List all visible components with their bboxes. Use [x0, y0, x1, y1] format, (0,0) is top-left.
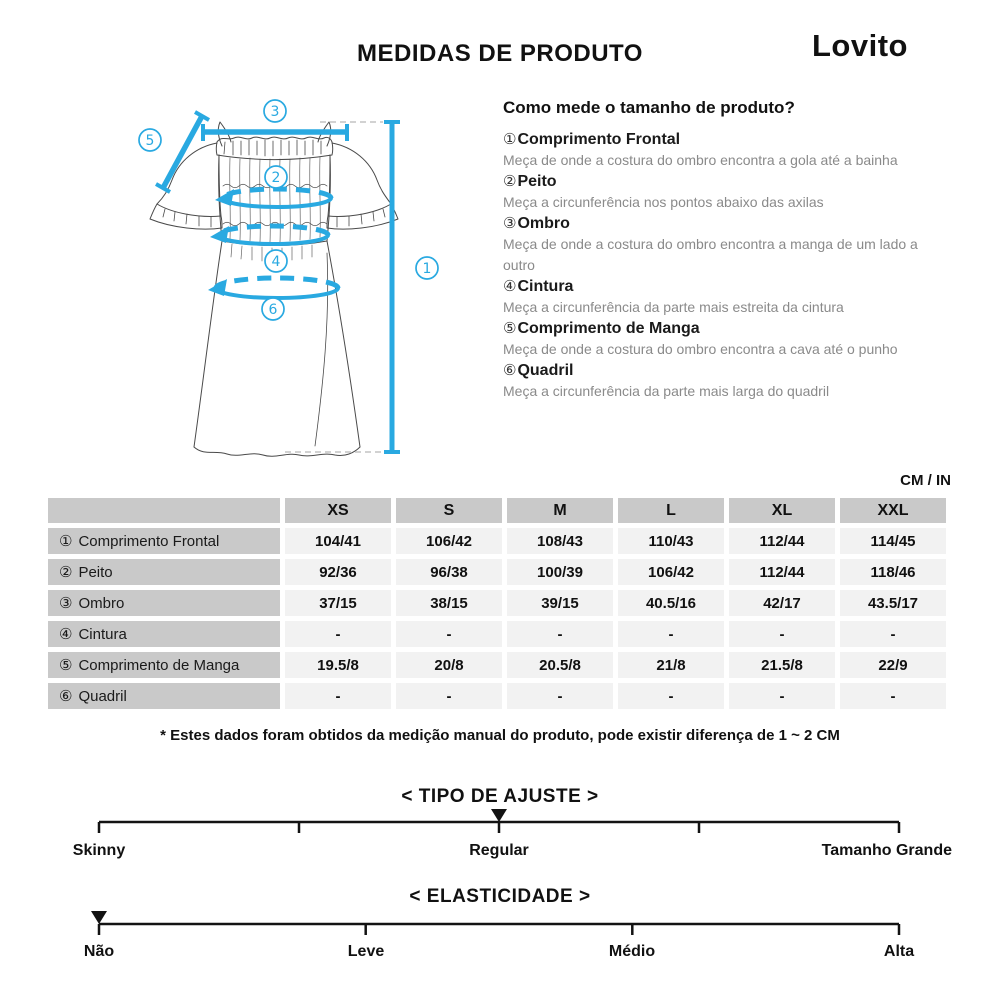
size-value-cell: 22/9 — [840, 652, 946, 678]
size-value-cell: - — [840, 621, 946, 647]
instruction-title: ①Comprimento Frontal — [503, 131, 681, 148]
instruction-title: ③Ombro — [503, 215, 570, 232]
callout-4-icon — [265, 250, 287, 272]
measure-ellipse-hip — [208, 278, 338, 298]
size-col-header: XL — [729, 498, 835, 523]
size-value-cell: 42/17 — [729, 590, 835, 616]
size-value-cell: 118/46 — [840, 559, 946, 585]
circled-number: ④ — [59, 626, 73, 643]
circled-number: ⑥ — [503, 362, 517, 379]
size-value-cell: 96/38 — [396, 559, 502, 585]
size-value-cell: - — [507, 621, 613, 647]
instruction-description: Meça de onde a costura do ombro encontra a cava até o punho — [503, 341, 898, 357]
size-table — [43, 493, 951, 714]
size-value-cell: - — [396, 683, 502, 709]
size-value-cell: 112/44 — [729, 559, 835, 585]
size-value-cell: - — [618, 621, 724, 647]
table-corner-cell — [48, 498, 280, 523]
fit-type-scale — [0, 804, 1000, 838]
size-value-cell: 110/43 — [618, 528, 724, 554]
instruction-item — [503, 129, 933, 171]
table-row — [48, 652, 946, 678]
elasticity-marker — [91, 911, 107, 924]
instruction-item — [503, 171, 933, 213]
callout-3-icon — [264, 100, 286, 122]
callout-2-icon — [265, 166, 287, 188]
size-value-cell: - — [507, 683, 613, 709]
instruction-description: Meça a circunferência nos pontos abaixo das axilas — [503, 194, 824, 210]
fit-label-skinny: Skinny — [72, 842, 126, 859]
size-value-cell: 108/43 — [507, 528, 613, 554]
size-value-cell: - — [729, 683, 835, 709]
fit-label-regular: Regular — [469, 842, 529, 859]
fit-label-tamanho-grande: Tamanho Grande — [821, 842, 952, 859]
instructions-heading: Como mede o tamanho de produto? — [503, 98, 795, 117]
instruction-item — [503, 360, 933, 402]
size-value-cell: 21.5/8 — [729, 652, 835, 678]
circled-number: ⑤ — [503, 320, 517, 337]
callout-6-icon — [262, 298, 284, 320]
size-value-cell: - — [618, 683, 724, 709]
measure-line-front-length — [384, 122, 400, 452]
instruction-item — [503, 213, 933, 276]
size-col-header: XS — [285, 498, 391, 523]
size-col-header: L — [618, 498, 724, 523]
elasticity-label-alta: Alta — [883, 943, 915, 960]
measuring-instructions — [503, 98, 933, 402]
instruction-item — [503, 276, 933, 318]
instruction-description: Meça a circunferência da parte mais estreita da cintura — [503, 299, 844, 315]
instruction-title: ⑥Quadril — [503, 362, 574, 379]
instruction-title: ⑤Comprimento de Manga — [503, 320, 700, 337]
row-label: ① Comprimento Frontal — [48, 528, 280, 554]
callout-1-icon — [416, 257, 438, 279]
circled-number: ③ — [503, 215, 517, 232]
row-label: ④ Cintura — [48, 621, 280, 647]
measure-ellipse-chest — [215, 189, 331, 207]
circled-number: ② — [503, 173, 517, 190]
row-label: ③ Ombro — [48, 590, 280, 616]
size-value-cell: 20/8 — [396, 652, 502, 678]
elasticity-scale — [0, 906, 1000, 940]
svg-text:4: 4 — [271, 254, 281, 270]
elasticity-label-nao: Não — [83, 943, 115, 960]
svg-text:6: 6 — [268, 302, 278, 318]
size-value-cell: 40.5/16 — [618, 590, 724, 616]
dress-measurement-diagram — [80, 85, 500, 475]
instruction-title: ④Cintura — [503, 278, 574, 295]
instruction-description: Meça de onde a costura do ombro encontra a gola até a bainha — [503, 152, 898, 168]
size-col-header: XXL — [840, 498, 946, 523]
circled-number: ② — [59, 564, 73, 581]
size-value-cell: 106/42 — [396, 528, 502, 554]
row-label: ⑥ Quadril — [48, 683, 280, 709]
table-row — [48, 559, 946, 585]
size-value-cell: - — [729, 621, 835, 647]
svg-text:5: 5 — [145, 133, 155, 149]
circled-number: ③ — [59, 595, 73, 612]
table-row — [48, 621, 946, 647]
size-value-cell: - — [285, 621, 391, 647]
size-value-cell: 19.5/8 — [285, 652, 391, 678]
measurement-note: * Estes dados foram obtidos da medição manual do produto, pode existir diferença de 1 ~ 2 CM — [160, 727, 840, 744]
size-value-cell: 114/45 — [840, 528, 946, 554]
size-value-cell: - — [840, 683, 946, 709]
circled-number: ④ — [503, 278, 517, 295]
fit-type-marker — [491, 809, 507, 822]
elasticity-label-leve: Leve — [347, 943, 385, 960]
callout-5-icon — [139, 129, 161, 151]
elasticity-label-medio: Médio — [608, 943, 656, 960]
size-value-cell: 112/44 — [729, 528, 835, 554]
instruction-item — [503, 318, 933, 360]
size-col-header: S — [396, 498, 502, 523]
row-label: ② Peito — [48, 559, 280, 585]
size-value-cell: 100/39 — [507, 559, 613, 585]
circled-number: ① — [503, 131, 517, 148]
table-row — [48, 683, 946, 709]
instruction-title: ②Peito — [503, 173, 557, 190]
table-row — [48, 528, 946, 554]
row-label: ⑤ Comprimento de Manga — [48, 652, 280, 678]
elasticity-heading: < ELASTICIDADE > — [409, 886, 591, 907]
table-header-row — [48, 498, 946, 523]
size-value-cell: 20.5/8 — [507, 652, 613, 678]
units-label: CM / IN — [900, 472, 951, 489]
size-col-header: M — [507, 498, 613, 523]
table-row — [48, 590, 946, 616]
size-value-cell: 37/15 — [285, 590, 391, 616]
circled-number: ① — [59, 533, 73, 550]
svg-text:3: 3 — [270, 104, 280, 120]
size-value-cell: 21/8 — [618, 652, 724, 678]
size-value-cell: - — [285, 683, 391, 709]
fit-type-heading: < TIPO DE AJUSTE > — [401, 786, 599, 807]
circled-number: ⑤ — [59, 657, 73, 674]
size-value-cell: 92/36 — [285, 559, 391, 585]
size-value-cell: 106/42 — [618, 559, 724, 585]
size-value-cell: 43.5/17 — [840, 590, 946, 616]
size-value-cell: - — [396, 621, 502, 647]
size-value-cell: 39/15 — [507, 590, 613, 616]
size-value-cell: 38/15 — [396, 590, 502, 616]
instruction-description: Meça a circunferência da parte mais larga do quadril — [503, 383, 830, 399]
page-title: MEDIDAS DE PRODUTO — [357, 40, 643, 67]
instruction-description: Meça de onde a costura do ombro encontra a manga de um lado a outro — [503, 236, 918, 273]
brand-logo: Lovito — [812, 28, 908, 63]
svg-text:1: 1 — [422, 261, 432, 277]
svg-text:2: 2 — [271, 170, 281, 186]
circled-number: ⑥ — [59, 688, 73, 705]
size-value-cell: 104/41 — [285, 528, 391, 554]
